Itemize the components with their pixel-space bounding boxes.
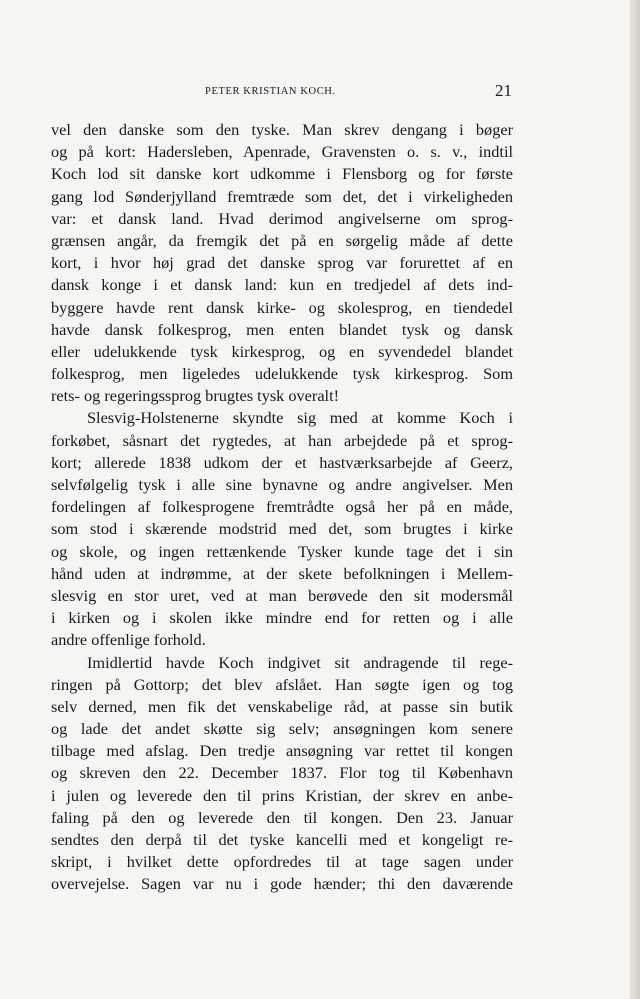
text-line: forkøbet, såsnart det rygtedes, at han arbejdede på et sprog- (51, 430, 513, 450)
text-line: Imidlertid havde Koch indgivet sit andragende til rege- (87, 652, 513, 672)
text-line: og på kort: Hadersleben, Apenrade, Gravensten o. s. v., indtil (51, 142, 513, 162)
text-line: selv derned, men fik det venskabelige råd, at passe sin butik (51, 696, 513, 716)
text-line: sendtes den derpå til det tyske kancelli med et kongeligt re- (51, 830, 513, 849)
text-line: som stod i skærende modstrid med det, som brugtes i kirke (51, 519, 513, 539)
text-line: kort, i hvor høj grad det danske sprog var forurettet af en (51, 253, 513, 273)
text-line: faling på den og leverede den til kongen. Den 23. Januar (51, 807, 513, 827)
text-line: i julen og leverede den til prins Kristian, der skrev en anbe- (51, 785, 513, 805)
text-line: havde dansk folkesprog, men enten blandet tysk og dansk (51, 319, 513, 339)
text-line: rets- og regeringssprog brugtes tysk overalt! (51, 386, 340, 406)
text-line: var: et dansk land. Hvad derimod angivelserne om sprog- (51, 208, 513, 228)
text-line: fordelingen af folkesprogene fremtrådte også her på en måde, (51, 497, 513, 517)
body-text (51, 119, 513, 896)
text-line: tilbage med afslag. Den tredje ansøgning var rettet til kongen (51, 741, 513, 761)
paragraph-1 (51, 119, 513, 407)
text-line: selvfølgelig tysk i alle sine bynavne og andre angivelser. Men (51, 475, 513, 494)
text-line: overvejelse. Sagen var nu i gode hænder; thi den daværende (51, 874, 513, 894)
text-line: byggere havde rent dansk kirke- og skolesprog, en tiendedel (51, 297, 513, 317)
text-line: og lade det andet skøtte sig selv; ansøgningen kom senere (51, 719, 513, 739)
text-line: Slesvig-Holstenerne skyndte sig med at komme Koch i (87, 408, 513, 428)
text-line: folkesprog, men ligeledes udelukkende tysk kirkesprog. Som (51, 364, 513, 384)
text-line: og skole, og ingen rettænkende Tysker kunde tage det i sin (51, 541, 513, 561)
paragraph-3 (51, 652, 513, 896)
text-line: slesvig en stor uret, ved at man berøvede den sit modersmål (51, 585, 513, 605)
page-edge-shadow (630, 0, 640, 999)
text-line: i kirken og i skolen ikke mindre end for retten og i alle (51, 608, 513, 628)
text-line: vel den danske som den tyske. Man skrev dengang i bøger (51, 120, 513, 139)
text-line: gang lod Sønderjylland fremtræde som det, det i virkeligheden (51, 186, 513, 206)
text-line: hånd uden at indrømme, at der skete befolkningen i Mellem- (51, 563, 513, 583)
text-line: ringen på Gottorp; det blev afslået. Han søgte igen og tog (51, 674, 513, 694)
page-number: 21 (495, 81, 512, 100)
text-line: eller udelukkende tysk kirkesprog, og en syvendedel blandet (51, 341, 513, 361)
running-head (51, 81, 512, 104)
text-line: grænsen angår, da fremgik det på en sørgelig måde af dette (51, 230, 513, 250)
text-line: skript, i hvilket dette opfordredes til at tage sagen under (51, 852, 513, 872)
text-line: Koch lod sit danske kort udkomme i Flensborg og for første (51, 164, 513, 184)
text-line: kort; allerede 1838 udkom der et hastværksarbejde af Geerz, (51, 452, 513, 472)
text-line: andre offenlige forhold. (51, 630, 206, 650)
text-line: dansk konge i et dansk land: kun en tredjedel af dets ind- (51, 275, 513, 295)
text-line: og skreven den 22. December 1837. Flor tog til København (51, 763, 513, 783)
paragraph-2 (51, 407, 513, 651)
running-title: PETER KRISTIAN KOCH. (205, 86, 336, 97)
